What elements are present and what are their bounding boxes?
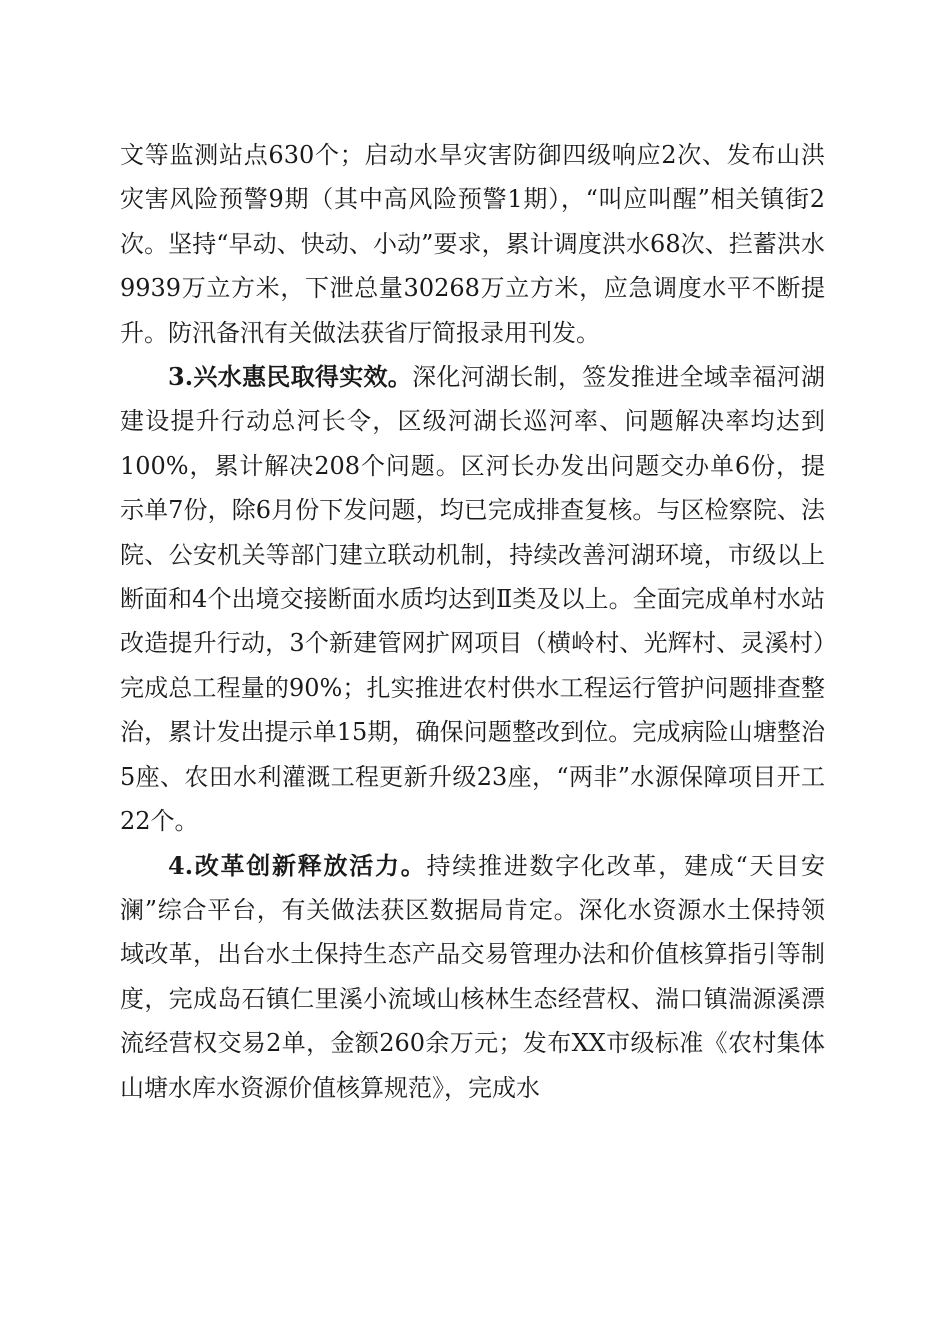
paragraph-section-3 bbox=[120, 355, 825, 843]
paragraph-body: 文等监测站点630个；启动水旱灾害防御四级响应2次、发布山洪灾害风险预警9期（其中高风险预警1期），“叫应叫醒”相关镇街2次。坚持“早动、快动、小动”要求，累计调度洪水68次、拦蓄洪水9939万立方米，下泄总量30268万立方米，应急调度水平不断提升。防汛备汛有关做法获省厅简报录用刊发。 bbox=[120, 141, 825, 347]
section-heading: 3.兴水惠民取得实效。 bbox=[168, 362, 413, 392]
paragraph-body: 持续推进数字化改革，建成“天目安澜”综合平台，有关做法获区数据局肯定。深化水资源水土保持领域改革，出台水土保持生态产品交易管理办法和价值核算指引等制度，完成岛石镇仁里溪小流域山核林生态经营权、湍口镇湍源溪漂流经营权交易2单，金额260余万元；发布XX市级标准《农村集体山塘水库水资源价值核算规范》，完成水 bbox=[120, 851, 825, 1102]
document-page bbox=[120, 133, 825, 1110]
paragraph-body: 深化河湖长制，签发推进全域幸福河湖建设提升行动总河长令，区级河湖长巡河率、问题解决率均达到100%，累计解决208个问题。区河长办发出问题交办单6份，提示单7份，除6月份下发问题，均已完成排查复核。与区检察院、法院、公安机关等部门建立联动机制，持续改善河湖环境，市级以上断面和4个出境交接断面水质均达到Ⅱ类及以上。全面完成单村水站改造提升行动，3个新建管网扩网项目（横岭村、光辉村、灵溪村）完成总工程量的90%；扎实推进农村供水工程运行管护问题排查整治，累计发出提示单15期，确保问题整改到位。完成病险山塘整治5座、农田水利灌溉工程更新升级23座，“两非”水源保障项目开工22个。 bbox=[120, 363, 825, 836]
paragraph-section-4 bbox=[120, 844, 825, 1110]
paragraph-continuation bbox=[120, 133, 825, 355]
section-heading: 4.改革创新释放活力。 bbox=[168, 850, 427, 880]
